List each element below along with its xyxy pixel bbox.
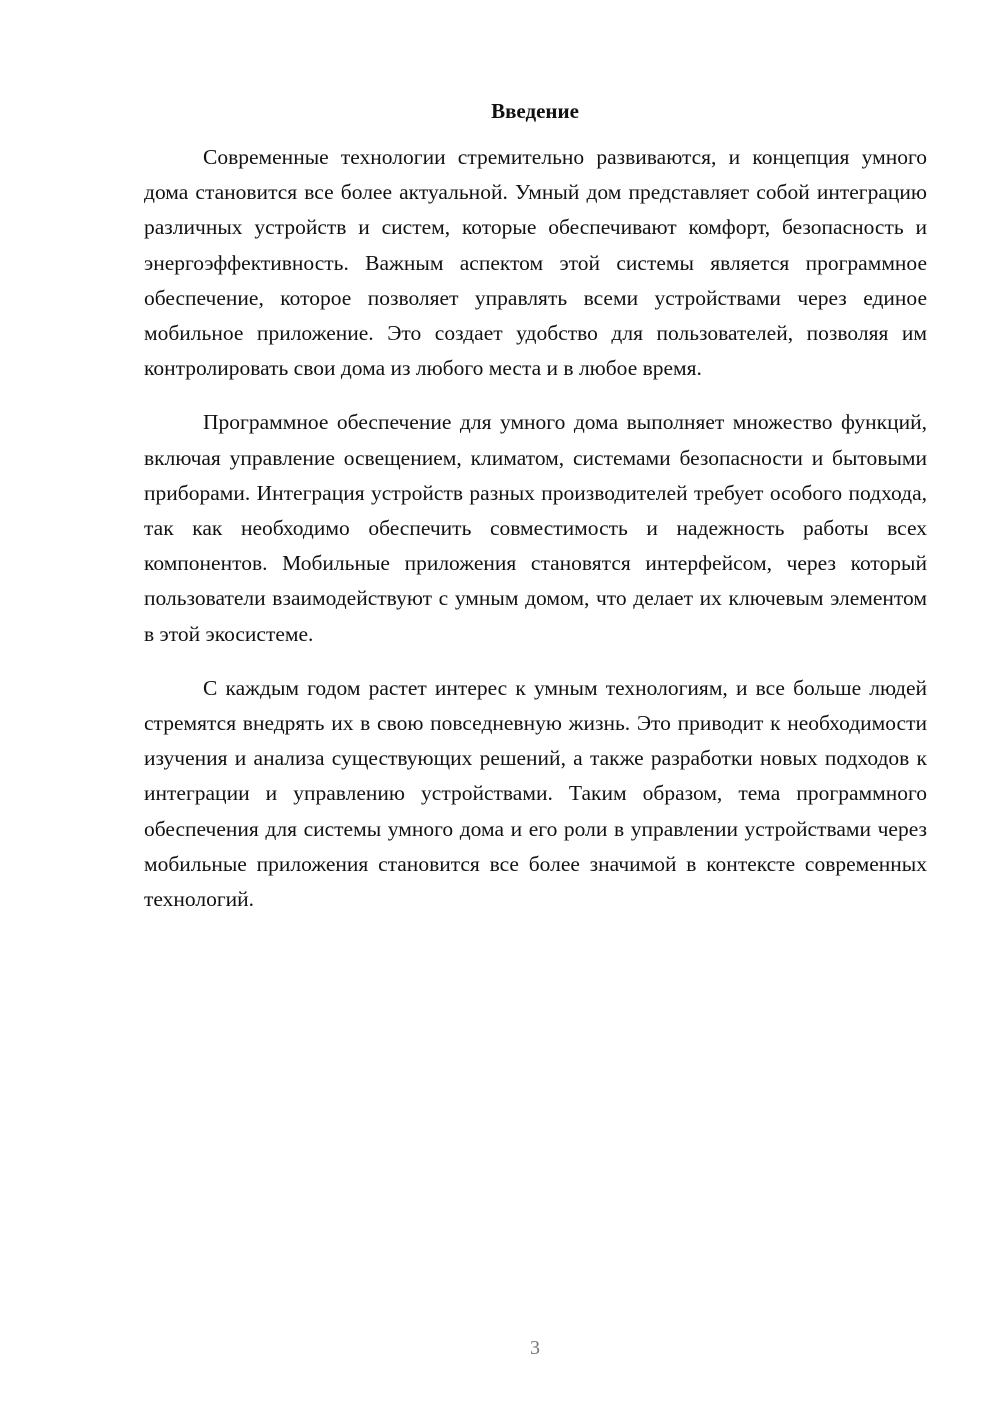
page-number: 3: [530, 1337, 540, 1359]
section-heading: Введение: [491, 99, 579, 123]
paragraph-2: Программное обеспечение для умного дома выполняет множество функций, включая управление освещением, климатом, системами безопасности и бытовыми приборами. Интеграция устройств разных производителей требует особого подхода, так как необходимо обеспечить совместимость и надежность работы всех компонентов. Мобильные приложения становятся интерфейсом, через который пользователи взаимодействуют с умным домом, что делает их ключевым элементом в этой экосистеме.: [144, 410, 927, 646]
paragraph-3: С каждым годом растет интерес к умным технологиям, и все больше людей стремятся внедрять их в свою повседневную жизнь. Это приводит к необходимости изучения и анализа существующих решений, а также разработки новых подходов к интеграции и управлению устройствами. Таким образом, тема программного обеспечения для системы умного дома и его роли в управлении устройствами через мобильные приложения становится все более значимой в контексте современных технологий.: [144, 675, 927, 912]
document-body: [144, 140, 927, 936]
paragraph-1: Современные технологии стремительно развиваются, и концепция умного дома становится все более актуальной. Умный дом представляет собой интеграцию различных устройств и систем, которые обеспечивают комфорт, безопасность и энергоэффективность. Важным аспектом этой системы является программное обеспечение, которое позволяет управлять всеми устройствами через единое мобильное приложение. Это создает удобство для пользователей, позволяя им контролировать свои дома из любого места и в любое время.: [144, 145, 927, 381]
